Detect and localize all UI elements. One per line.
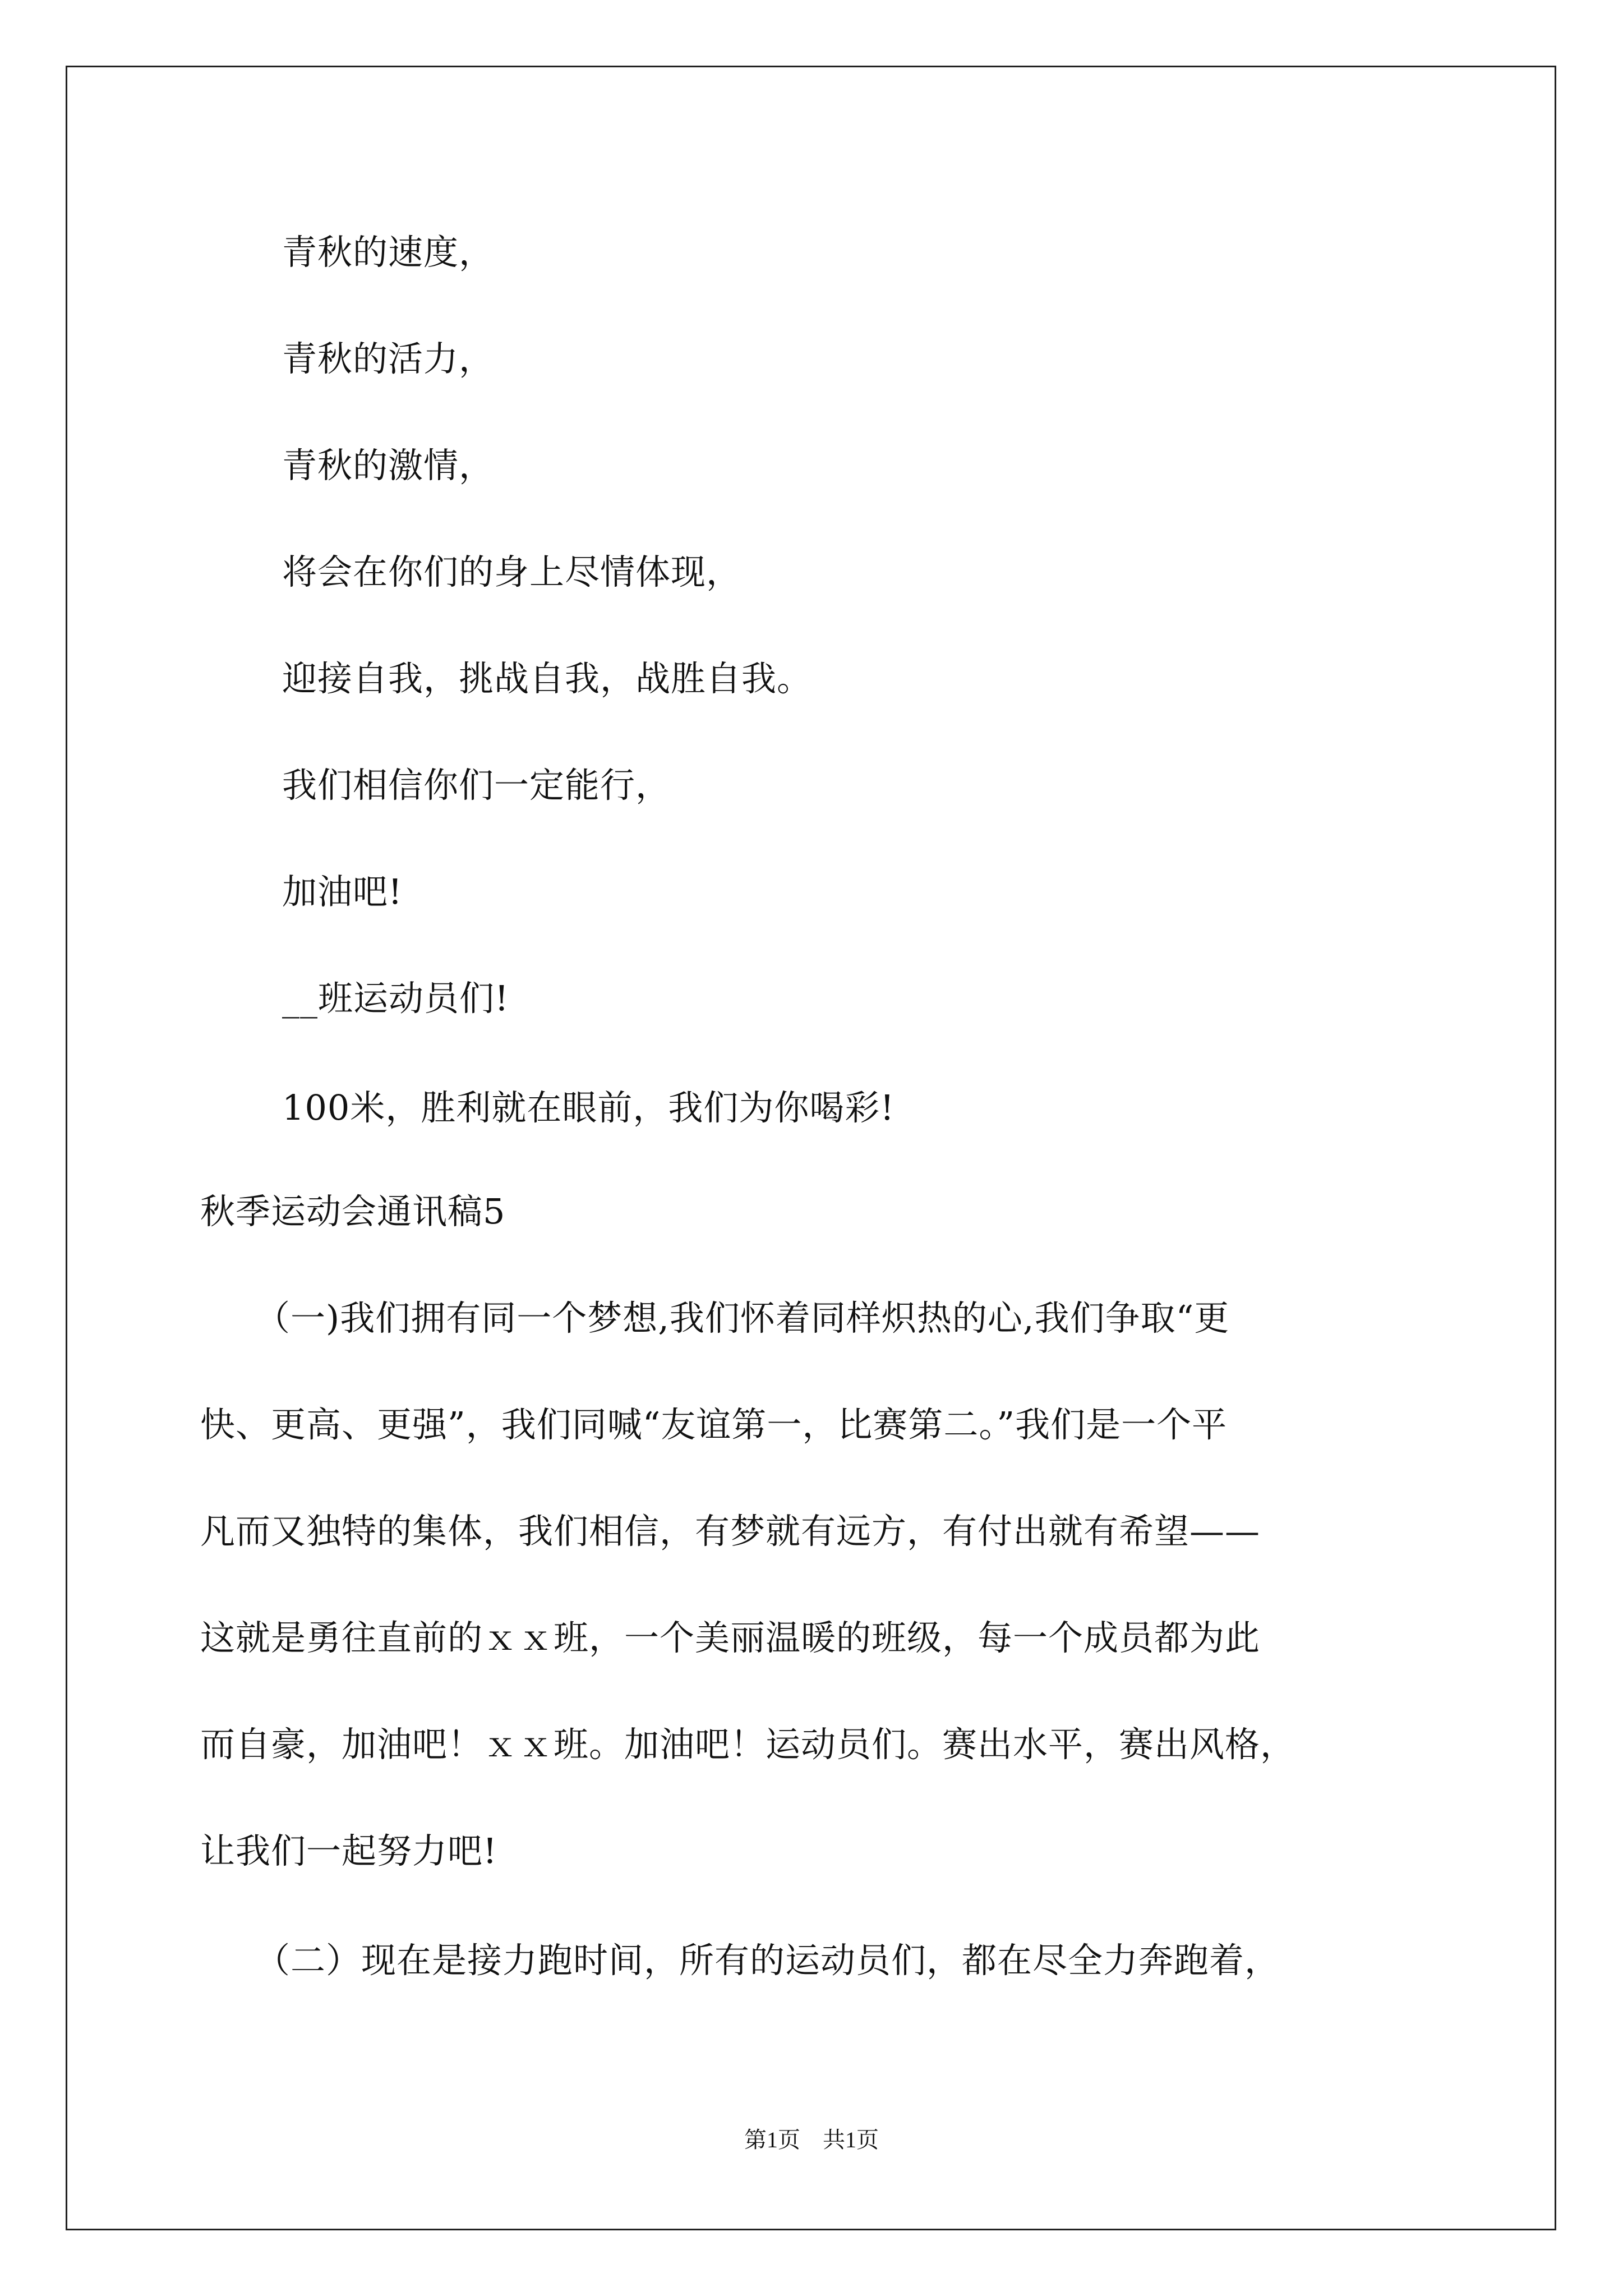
poem-line: 100米，胜利就在眼前，我们为你喝彩! [282, 1087, 895, 1128]
section-title: 秋季运动会通讯稿5 [200, 1191, 506, 1232]
poem-line: __班运动员们! [282, 978, 509, 1019]
page-footer: 第1页 共1页 [744, 2127, 879, 2152]
poem-line: 青秋的速度， [282, 232, 495, 273]
poem-line: 青秋的激情， [282, 445, 495, 486]
paragraph-line: 而自豪，加油吧！ｘｘ班。加油吧！运动员们。赛出水平，赛出风格， [200, 1724, 1296, 1765]
paragraph-line: （一)我们拥有同一个梦想,我们怀着同样炽热的心,我们争取“更 [255, 1297, 1230, 1338]
page-border [66, 66, 1556, 2230]
paragraph-line: 这就是勇往直前的ｘｘ班，一个美丽温暖的班级，每一个成员都为此 [200, 1617, 1261, 1658]
paragraph-line: （二）现在是接力跑时间，所有的运动员们，都在尽全力奔跑着， [255, 1940, 1280, 1981]
paragraph-line: 快、更高、更强”，我们同喊“友谊第一，比赛第二。”我们是一个平 [200, 1404, 1228, 1445]
poem-line: 我们相信你们一定能行， [282, 765, 671, 806]
poem-line: 迎接自我，挑战自我，战胜自我。 [282, 658, 813, 699]
poem-line: 加油吧! [282, 871, 403, 912]
poem-line: 青秋的活力， [282, 338, 495, 379]
paragraph-line: 让我们一起努力吧! [200, 1830, 497, 1871]
paragraph-line: 凡而又独特的集体，我们相信，有梦就有远方，有付出就有希望—— [200, 1511, 1261, 1552]
poem-line: 将会在你们的身上尽情体现， [282, 551, 742, 592]
